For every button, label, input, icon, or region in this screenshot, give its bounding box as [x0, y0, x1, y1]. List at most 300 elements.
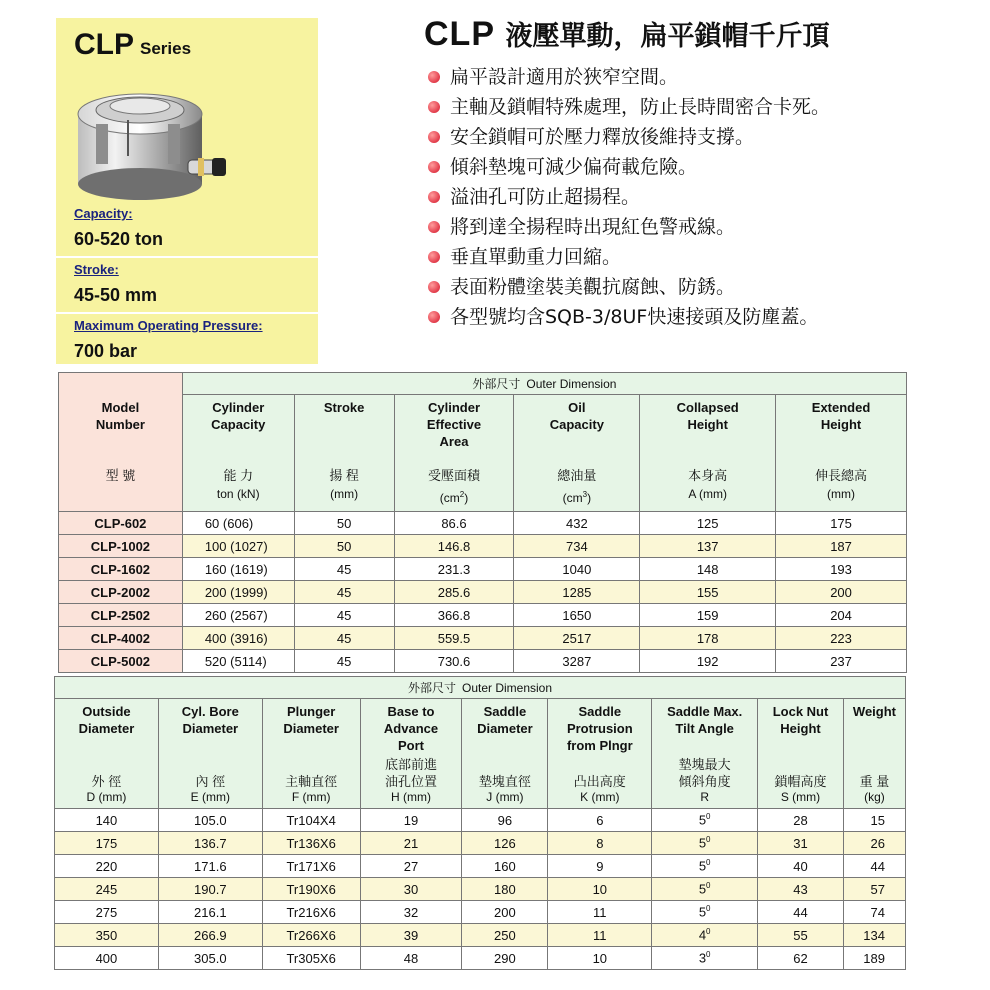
group-cn: 外部尺寸 — [407, 681, 456, 695]
weight-cell: 26 — [843, 832, 905, 855]
collapsed-height-cell: 125 — [640, 512, 776, 535]
unit-text: (cm — [439, 491, 460, 505]
feature-text: 將到達全揚程時出現紅色警戒線。 — [450, 216, 736, 238]
weight-cell: 74 — [843, 901, 905, 924]
area-cell: 86.6 — [394, 512, 514, 535]
collapsed-height-cell: 192 — [640, 650, 776, 673]
saddle-diameter-cell: 200 — [462, 901, 548, 924]
table-row — [55, 855, 906, 878]
model-number-cell: CLP-2502 — [59, 604, 183, 627]
feature-item — [428, 62, 830, 92]
col-cn — [361, 756, 462, 790]
unit-text: (cm — [562, 491, 583, 505]
col-oil-header — [514, 395, 640, 512]
degree-mark: 0 — [706, 858, 711, 868]
col-cn — [159, 773, 262, 790]
degree-mark: 0 — [706, 812, 711, 822]
capacity-label: Capacity: — [74, 206, 133, 221]
area-cell: 231.3 — [394, 558, 514, 581]
spec-card — [56, 18, 318, 364]
bullet-icon — [428, 251, 440, 263]
dimension-col-header — [758, 699, 844, 809]
col-collapsed-header — [640, 395, 776, 512]
col-unit: A (mm) — [688, 487, 728, 501]
saddle-protrusion-cell: 10 — [548, 878, 652, 901]
collapsed-height-cell: 137 — [640, 535, 776, 558]
col-unit — [395, 486, 514, 511]
table-row — [59, 581, 907, 604]
saddle-protrusion-cell: 6 — [548, 809, 652, 832]
tilt-angle-cell — [652, 878, 758, 901]
col-en-line: Lock Nut — [772, 704, 829, 719]
bullet-icon — [428, 311, 440, 323]
col-cn-line: 傾斜角度 — [678, 774, 731, 789]
saddle-diameter-cell: 250 — [462, 924, 548, 947]
col-en — [295, 399, 394, 467]
advance-port-cell: 39 — [360, 924, 462, 947]
weight-cell: 44 — [843, 855, 905, 878]
stroke-cell: 45 — [294, 558, 394, 581]
title-text: 液壓單動，扁平鎖帽千斤頂 — [505, 21, 830, 52]
area-cell: 730.6 — [394, 650, 514, 673]
capacity-cell: 400 (3916) — [182, 627, 294, 650]
col-cn-line: 主軸直徑 — [285, 774, 338, 789]
outside-diameter-cell: 140 — [55, 809, 159, 832]
col-en — [548, 703, 651, 754]
col-en1: Cylinder — [427, 400, 480, 415]
feature-item — [428, 122, 830, 152]
col-unit: F (mm) — [291, 790, 331, 804]
feature-item — [428, 182, 830, 212]
tilt-angle-value: 5 — [698, 858, 707, 874]
col-unit: H (mm) — [391, 790, 432, 804]
col-cn — [652, 756, 757, 790]
extended-height-cell: 187 — [776, 535, 907, 558]
tilt-angle-value: 5 — [698, 881, 707, 897]
table-row — [55, 924, 906, 947]
saddle-diameter-cell: 290 — [462, 947, 548, 970]
col-en — [395, 399, 514, 467]
advance-port-cell: 19 — [360, 809, 462, 832]
lock-nut-height-cell: 44 — [758, 901, 844, 924]
collapsed-height-cell: 148 — [640, 558, 776, 581]
tilt-angle-value: 5 — [698, 904, 707, 920]
bullet-icon — [428, 71, 440, 83]
dimension-col-header — [462, 699, 548, 809]
extended-height-cell: 200 — [776, 581, 907, 604]
extended-height-cell: 193 — [776, 558, 907, 581]
col-en-line: Diameter — [477, 721, 533, 736]
capacity-cell: 200 (1999) — [182, 581, 294, 604]
weight-cell: 57 — [843, 878, 905, 901]
tilt-angle-cell — [652, 832, 758, 855]
bullet-icon — [428, 161, 440, 173]
col-cn — [55, 773, 158, 790]
table-row — [55, 878, 906, 901]
oil-cell: 2517 — [514, 627, 640, 650]
model-number-cell: CLP-4002 — [59, 627, 183, 650]
col-en-line: Diameter — [182, 721, 239, 736]
oil-cell: 1650 — [514, 604, 640, 627]
col-en — [652, 703, 757, 737]
feature-item — [428, 92, 830, 122]
group-cn: 外部尺寸 — [472, 377, 521, 391]
jack-illustration — [70, 74, 230, 204]
model-header-top — [59, 373, 183, 395]
stroke-cell: 45 — [294, 627, 394, 650]
model-header-unit — [59, 486, 182, 507]
col-en — [361, 703, 462, 754]
model-en1: Model — [101, 399, 140, 415]
degree-mark: 0 — [706, 927, 711, 937]
bore-diameter-cell: 105.0 — [158, 809, 262, 832]
plunger-diameter-cell: Tr104X4 — [262, 809, 360, 832]
advance-port-cell: 48 — [360, 947, 462, 970]
capacity-cell: 160 (1619) — [182, 558, 294, 581]
stroke-cell: 50 — [294, 512, 394, 535]
col-extended-header — [776, 395, 907, 512]
pressure-label: Maximum Operating Pressure: — [74, 318, 263, 333]
table-row — [59, 627, 907, 650]
col-unit: E (mm) — [190, 790, 230, 804]
title-code: CLP — [424, 15, 495, 53]
table-row — [59, 604, 907, 627]
col-en-line: from Plngr — [566, 738, 633, 753]
col-cn-line: 凸出高度 — [573, 774, 626, 789]
col-en-line: Protrusion — [566, 721, 633, 736]
model-spec-rows — [59, 512, 907, 673]
feature-text: 傾斜墊塊可減少偏荷載危險。 — [450, 156, 698, 178]
degree-mark: 0 — [706, 950, 711, 960]
bullet-icon — [428, 221, 440, 233]
saddle-diameter-cell: 160 — [462, 855, 548, 878]
col-en — [159, 703, 262, 737]
saddle-diameter-cell: 180 — [462, 878, 548, 901]
model-header-cn: 型 號 — [105, 467, 136, 483]
col-en — [263, 703, 360, 737]
saddle-diameter-cell: 96 — [462, 809, 548, 832]
col-cn — [462, 773, 547, 790]
plunger-diameter-cell: Tr266X6 — [262, 924, 360, 947]
col-en-line: Saddle Max. — [667, 704, 743, 719]
col-unit: R — [700, 790, 709, 804]
col-en-line: Saddle — [483, 704, 527, 719]
spec-capacity — [56, 204, 318, 258]
col-stroke-header — [294, 395, 394, 512]
stroke-value: 45-50 mm — [56, 280, 318, 314]
col-unit: D (mm) — [86, 790, 127, 804]
col-cn-line: 外 徑 — [91, 774, 122, 789]
col-cn — [548, 773, 651, 790]
advance-port-cell: 27 — [360, 855, 462, 878]
col-en-line: Advance — [383, 721, 439, 736]
plunger-diameter-cell: Tr171X6 — [262, 855, 360, 878]
bullet-icon — [428, 191, 440, 203]
col-cn — [263, 773, 360, 790]
col-cn: 本身高 — [688, 468, 728, 483]
dimension-table — [54, 676, 906, 970]
col-en-line: Weight — [852, 704, 897, 719]
bore-diameter-cell: 136.7 — [158, 832, 262, 855]
oil-cell: 3287 — [514, 650, 640, 673]
col-en-line: Port — [398, 738, 425, 753]
table-row — [55, 901, 906, 924]
lock-nut-height-cell: 55 — [758, 924, 844, 947]
bore-diameter-cell: 190.7 — [158, 878, 262, 901]
outer-dimension-header — [182, 373, 906, 395]
saddle-protrusion-cell: 10 — [548, 947, 652, 970]
stroke-cell: 45 — [294, 581, 394, 604]
col-en2: Effective — [426, 417, 482, 432]
lock-nut-height-cell: 28 — [758, 809, 844, 832]
col-en — [776, 399, 906, 467]
col-cn: 總油量 — [557, 468, 597, 483]
plunger-diameter-cell: Tr190X6 — [262, 878, 360, 901]
col-cn: 伸長總高 — [815, 468, 868, 483]
col-en-line: Base to — [387, 704, 435, 719]
dimension-col-header — [158, 699, 262, 809]
degree-mark: 0 — [706, 835, 711, 845]
col-en — [462, 703, 547, 737]
feature-text: 溢油孔可防止超揚程。 — [450, 186, 641, 208]
table-row — [55, 809, 906, 832]
lock-nut-height-cell: 31 — [758, 832, 844, 855]
group-en: Outer Dimension — [461, 681, 553, 695]
outside-diameter-cell: 245 — [55, 878, 159, 901]
table-row — [59, 535, 907, 558]
feature-item — [428, 302, 830, 332]
weight-cell: 189 — [843, 947, 905, 970]
col-en-line: Tilt Angle — [675, 721, 734, 736]
col-en-line: Cyl. Bore — [181, 704, 239, 719]
weight-cell: 15 — [843, 809, 905, 832]
feature-item — [428, 152, 830, 182]
dimension-col-header — [360, 699, 462, 809]
series-heading — [74, 28, 191, 62]
col-cn-line: 重 量 — [859, 774, 890, 789]
col-en2: Height — [820, 417, 862, 432]
col-unit: K (mm) — [580, 790, 620, 804]
col-en1: Oil — [568, 400, 586, 415]
saddle-protrusion-cell: 8 — [548, 832, 652, 855]
bullet-icon — [428, 101, 440, 113]
col-unit: J (mm) — [486, 790, 524, 804]
collapsed-height-cell: 155 — [640, 581, 776, 604]
series-word: Series — [140, 39, 192, 58]
col-en-line: Height — [780, 721, 821, 736]
tilt-angle-value: 5 — [698, 812, 707, 828]
col-unit — [514, 486, 639, 511]
bore-diameter-cell: 305.0 — [158, 947, 262, 970]
bullet-icon — [428, 281, 440, 293]
saddle-protrusion-cell: 9 — [548, 855, 652, 878]
model-number-cell: CLP-1002 — [59, 535, 183, 558]
table-row — [59, 558, 907, 581]
plunger-diameter-cell: Tr216X6 — [262, 901, 360, 924]
col-en-line: Saddle — [578, 704, 622, 719]
page-title — [424, 14, 829, 54]
outside-diameter-cell: 275 — [55, 901, 159, 924]
col-en — [514, 399, 639, 467]
tilt-angle-value: 3 — [698, 950, 707, 966]
feature-item — [428, 242, 830, 272]
tilt-angle-cell — [652, 924, 758, 947]
saddle-protrusion-cell: 11 — [548, 924, 652, 947]
col-en — [183, 399, 294, 467]
col-en-line: Diameter — [283, 721, 339, 736]
group-en: Outer Dimension — [526, 377, 617, 391]
stroke-cell: 50 — [294, 535, 394, 558]
capacity-cell: 520 (5114) — [182, 650, 294, 673]
extended-height-cell: 204 — [776, 604, 907, 627]
model-spec-table — [58, 372, 907, 673]
col-en1: Extended — [811, 400, 871, 415]
feature-item — [428, 272, 830, 302]
model-number-cell: CLP-2002 — [59, 581, 183, 604]
col-cn-line: 油孔位置 — [385, 774, 438, 789]
dimension-col-header — [652, 699, 758, 809]
col-cn-line: 底部前進 — [385, 757, 438, 772]
area-cell: 146.8 — [394, 535, 514, 558]
collapsed-height-cell: 178 — [640, 627, 776, 650]
saddle-protrusion-cell: 11 — [548, 901, 652, 924]
feature-text: 垂直單動重力回縮。 — [450, 246, 622, 268]
bore-diameter-cell: 216.1 — [158, 901, 262, 924]
col-en — [55, 703, 158, 737]
dimension-col-header — [548, 699, 652, 809]
col-en1: Stroke — [323, 400, 365, 415]
plunger-diameter-cell: Tr305X6 — [262, 947, 360, 970]
oil-cell: 1040 — [514, 558, 640, 581]
col-en — [844, 703, 905, 720]
advance-port-cell: 30 — [360, 878, 462, 901]
feature-list — [428, 62, 830, 332]
lock-nut-height-cell: 40 — [758, 855, 844, 878]
capacity-cell: 260 (2567) — [182, 604, 294, 627]
table-row — [59, 512, 907, 535]
col-unit: (mm) — [827, 487, 856, 501]
col-cn-line: 鎖帽高度 — [774, 774, 827, 789]
advance-port-cell: 32 — [360, 901, 462, 924]
bore-diameter-cell: 171.6 — [158, 855, 262, 878]
dimension-header-row — [55, 699, 906, 809]
area-cell: 559.5 — [394, 627, 514, 650]
plunger-diameter-cell: Tr136X6 — [262, 832, 360, 855]
lock-nut-height-cell: 62 — [758, 947, 844, 970]
col-cn: 揚 程 — [329, 468, 359, 483]
extended-height-cell: 223 — [776, 627, 907, 650]
col-en-line: Diameter — [78, 721, 135, 736]
model-number-header — [59, 395, 183, 512]
dimension-col-header — [843, 699, 905, 809]
unit-sup: 3 — [582, 490, 588, 499]
outside-diameter-cell: 350 — [55, 924, 159, 947]
capacity-cell: 100 (1027) — [182, 535, 294, 558]
feature-text: 主軸及鎖帽特殊處理，防止長時間密合卡死。 — [450, 96, 831, 118]
stroke-cell: 45 — [294, 604, 394, 627]
feature-text: 表面粉體塗裝美觀抗腐蝕、防銹。 — [450, 276, 736, 298]
tilt-angle-cell — [652, 855, 758, 878]
col-en1: Collapsed — [676, 400, 739, 415]
unit-end: ) — [464, 491, 469, 505]
col-capacity-header — [182, 395, 294, 512]
feature-text: 安全鎖帽可於壓力釋放後維持支撐。 — [450, 126, 755, 148]
degree-mark: 0 — [706, 881, 711, 891]
col-en2: Height — [687, 417, 728, 432]
col-en — [640, 399, 775, 467]
col-cn — [844, 773, 905, 790]
col-cn: 能 力 — [223, 468, 254, 483]
col-unit: (mm) — [330, 487, 359, 501]
oil-cell: 1285 — [514, 581, 640, 604]
outside-diameter-cell: 220 — [55, 855, 159, 878]
bullet-icon — [428, 131, 440, 143]
col-cn-line: 內 徑 — [195, 774, 226, 789]
outside-diameter-cell: 400 — [55, 947, 159, 970]
col-en2: Capacity — [211, 417, 266, 432]
col-cn-line: 墊塊最大 — [678, 757, 731, 772]
col-en — [758, 703, 843, 737]
col-unit: S (mm) — [780, 790, 821, 804]
bore-diameter-cell: 266.9 — [158, 924, 262, 947]
tilt-angle-value: 4 — [698, 927, 707, 943]
outside-diameter-cell: 175 — [55, 832, 159, 855]
extended-height-cell: 175 — [776, 512, 907, 535]
feature-text: 各型號均含SQB-3/8UF快速接頭及防塵蓋。 — [450, 306, 819, 328]
col-en3: Area — [439, 434, 469, 449]
tilt-angle-cell — [652, 809, 758, 832]
oil-cell: 432 — [514, 512, 640, 535]
col-en-line: Plunger — [286, 704, 336, 719]
table-row — [59, 650, 907, 673]
col-cn: 受壓面積 — [427, 468, 480, 483]
area-cell: 366.8 — [394, 604, 514, 627]
lock-nut-height-cell: 43 — [758, 878, 844, 901]
tilt-angle-cell — [652, 901, 758, 924]
dimension-col-header — [262, 699, 360, 809]
degree-mark: 0 — [706, 904, 711, 914]
spec-stroke — [56, 260, 318, 314]
col-area-header — [394, 395, 514, 512]
col-en-line: Outside — [82, 704, 131, 719]
dimension-col-header — [55, 699, 159, 809]
outer-dimension-header-2 — [55, 677, 906, 699]
weight-cell: 134 — [843, 924, 905, 947]
table-row — [55, 947, 906, 970]
advance-port-cell: 21 — [360, 832, 462, 855]
stroke-label: Stroke: — [74, 262, 119, 277]
feature-item — [428, 212, 830, 242]
col-cn-line: 墊塊直徑 — [478, 774, 531, 789]
unit-end: ) — [587, 491, 592, 505]
col-en1: Cylinder — [212, 400, 265, 415]
stroke-cell: 45 — [294, 650, 394, 673]
collapsed-height-cell: 159 — [640, 604, 776, 627]
table-row — [55, 832, 906, 855]
tilt-angle-value: 5 — [698, 835, 707, 851]
model-number-cell: CLP-5002 — [59, 650, 183, 673]
tilt-angle-cell — [652, 947, 758, 970]
spec-pressure — [56, 316, 318, 370]
pressure-value: 700 bar — [74, 341, 138, 361]
oil-cell: 734 — [514, 535, 640, 558]
model-number-cell: CLP-602 — [59, 512, 183, 535]
feature-text: 扁平設計適用於狹窄空間。 — [450, 66, 679, 88]
col-cn — [758, 773, 843, 790]
model-header-en — [59, 399, 182, 467]
col-unit: ton (kN) — [216, 487, 260, 501]
saddle-diameter-cell: 126 — [462, 832, 548, 855]
